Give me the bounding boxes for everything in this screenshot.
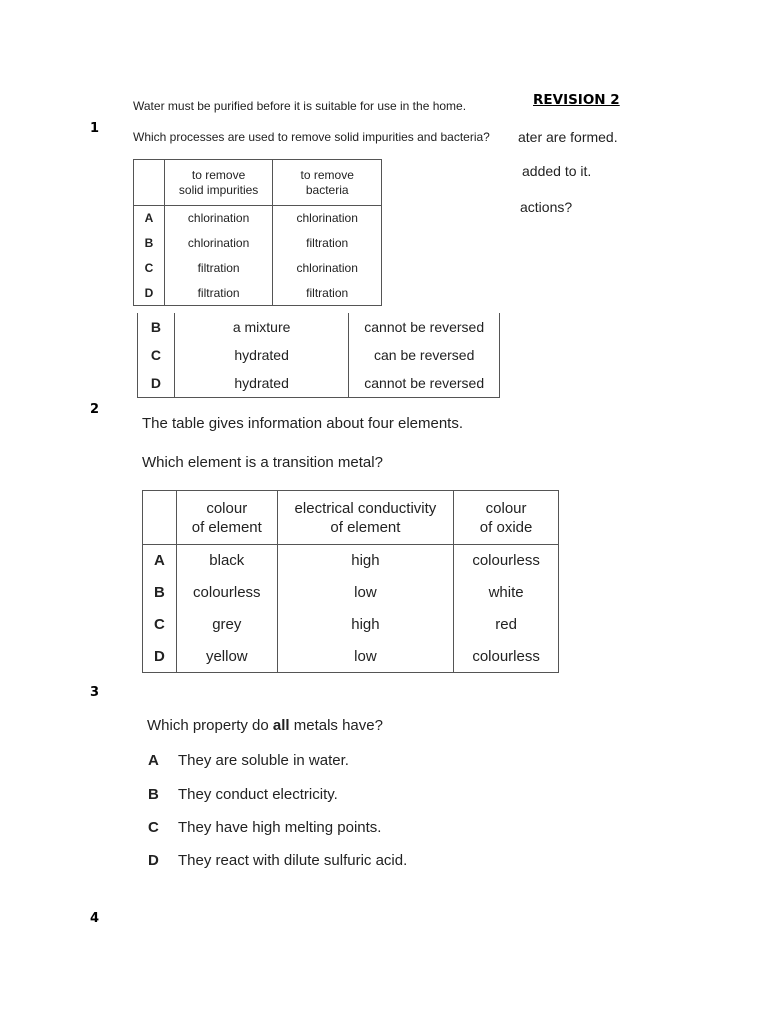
q1-table-header-row bbox=[134, 160, 382, 206]
fragment-cell: hydrated bbox=[174, 341, 349, 369]
fragment-cell: cannot be reversed bbox=[349, 369, 500, 397]
overlap-fragment-3: actions? bbox=[520, 199, 573, 215]
q2-cell: black bbox=[176, 545, 277, 577]
q1-row-label: A bbox=[134, 206, 165, 231]
table-row bbox=[138, 369, 500, 397]
q2-cell: high bbox=[277, 545, 453, 577]
question-number-3: 3 bbox=[90, 685, 100, 700]
option-text: They are soluble in water. bbox=[178, 752, 349, 769]
table-row bbox=[134, 256, 382, 281]
q2-row-label: C bbox=[143, 609, 177, 641]
fragment-row-label: D bbox=[138, 369, 175, 397]
table-row bbox=[134, 231, 382, 256]
fragment-cell: a mixture bbox=[174, 313, 349, 341]
q1-cell: chlorination bbox=[164, 231, 273, 256]
fragment-cell: cannot be reversed bbox=[349, 313, 500, 341]
q2-header-conductivity: electrical conductivity of element bbox=[277, 491, 453, 545]
fragment-cell: can be reversed bbox=[349, 341, 500, 369]
q3-option-a bbox=[148, 752, 349, 769]
q2-cell: white bbox=[454, 577, 559, 609]
table-row bbox=[143, 641, 559, 673]
q1-row-label: D bbox=[134, 281, 165, 306]
q1-question: Which processes are used to remove solid impurities and bacteria? bbox=[133, 130, 490, 144]
table-row bbox=[134, 281, 382, 306]
q3-question-bold: all bbox=[272, 717, 290, 734]
option-text: They react with dilute sulfuric acid. bbox=[178, 852, 408, 869]
q2-question: Which element is a transition metal? bbox=[142, 454, 383, 471]
q1-intro: Water must be purified before it is suitable for use in the home. bbox=[133, 99, 467, 113]
overlap-fragment-1: ater are formed. bbox=[518, 129, 618, 145]
q3-question-post: metals have? bbox=[289, 717, 383, 734]
option-text: They conduct electricity. bbox=[178, 786, 338, 803]
fragment-row-label: B bbox=[138, 313, 175, 341]
q1-cell: chlorination bbox=[164, 206, 273, 231]
q1-table bbox=[133, 159, 382, 306]
fragment-row-label: C bbox=[138, 341, 175, 369]
q1-cell: filtration bbox=[164, 281, 273, 306]
table-row bbox=[134, 206, 382, 231]
q2-cell: colourless bbox=[176, 577, 277, 609]
q2-cell: colourless bbox=[454, 545, 559, 577]
q2-cell: red bbox=[454, 609, 559, 641]
q1-row-label: B bbox=[134, 231, 165, 256]
q3-option-d bbox=[148, 852, 407, 869]
q3-option-c bbox=[148, 819, 381, 836]
q1-header-bacteria: to remove bacteria bbox=[273, 160, 382, 206]
q2-header-blank bbox=[143, 491, 177, 545]
q1-header-solid: to remove solid impurities bbox=[164, 160, 273, 206]
q2-header-colour: colour of element bbox=[176, 491, 277, 545]
option-letter: D bbox=[148, 852, 159, 869]
question-number-4: 4 bbox=[90, 911, 100, 926]
q2-header-oxide: colour of oxide bbox=[454, 491, 559, 545]
q2-cell: yellow bbox=[176, 641, 277, 673]
q2-cell: grey bbox=[176, 609, 277, 641]
q2-row-label: B bbox=[143, 577, 177, 609]
table-row bbox=[138, 341, 500, 369]
q1-row-label: C bbox=[134, 256, 165, 281]
q3-question-pre: Which property do bbox=[147, 717, 273, 734]
q2-row-label: A bbox=[143, 545, 177, 577]
q1-cell: filtration bbox=[273, 281, 382, 306]
question-number-2: 2 bbox=[90, 402, 100, 417]
question-number-1: 1 bbox=[90, 121, 100, 136]
overlap-fragment-2: added to it. bbox=[522, 163, 592, 179]
page-title: REVISION 2 bbox=[533, 92, 620, 108]
option-letter: C bbox=[148, 819, 159, 836]
q1-cell: chlorination bbox=[273, 256, 382, 281]
q1-header-blank bbox=[134, 160, 165, 206]
fragment-table bbox=[137, 313, 500, 398]
q2-cell: low bbox=[277, 577, 453, 609]
q2-cell: colourless bbox=[454, 641, 559, 673]
q1-cell: filtration bbox=[273, 231, 382, 256]
q2-table bbox=[142, 490, 559, 673]
option-letter: A bbox=[148, 752, 159, 769]
q2-table-header-row bbox=[143, 491, 559, 545]
q1-cell: chlorination bbox=[273, 206, 382, 231]
option-letter: B bbox=[148, 786, 159, 803]
table-row bbox=[143, 545, 559, 577]
q1-cell: filtration bbox=[164, 256, 273, 281]
q2-row-label: D bbox=[143, 641, 177, 673]
q2-cell: low bbox=[277, 641, 453, 673]
q3-question bbox=[147, 717, 383, 734]
q3-option-b bbox=[148, 786, 338, 803]
fragment-cell: hydrated bbox=[174, 369, 349, 397]
table-row bbox=[143, 609, 559, 641]
table-row bbox=[138, 313, 500, 341]
option-text: They have high melting points. bbox=[178, 819, 382, 836]
q2-intro: The table gives information about four elements. bbox=[142, 415, 464, 432]
table-row bbox=[143, 577, 559, 609]
q2-cell: high bbox=[277, 609, 453, 641]
